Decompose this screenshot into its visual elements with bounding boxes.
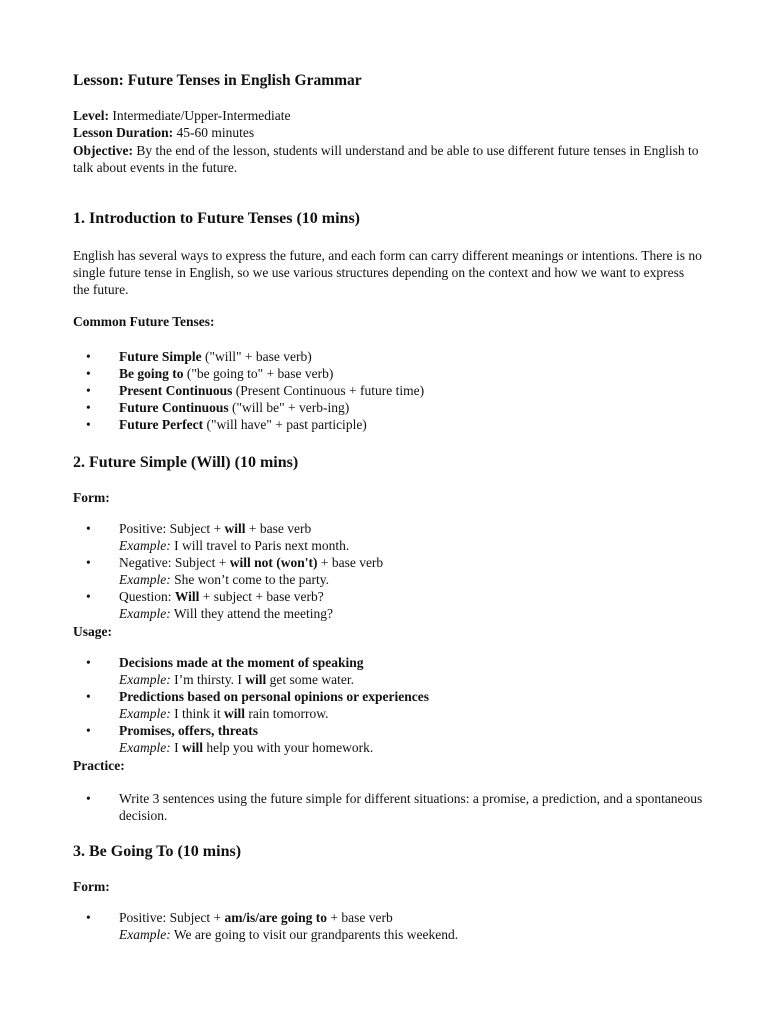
- example-label: Example:: [119, 706, 171, 721]
- bullet: •: [86, 400, 91, 415]
- bullet: •: [86, 366, 91, 381]
- section-1-heading: 1. Introduction to Future Tenses (10 mins): [73, 210, 360, 227]
- form-keyword: Will: [174, 589, 200, 604]
- example-keyword: will: [223, 706, 245, 721]
- example-line: [119, 537, 703, 554]
- tense-form: ("will be" + verb-ing): [228, 400, 350, 415]
- form-text: + base verb: [327, 910, 393, 925]
- form-text: Positive: Subject +: [119, 521, 225, 536]
- tense-form: ("be going to" + base verb): [183, 366, 334, 381]
- tense-form: ("will have" + past participle): [203, 417, 367, 432]
- bullet: •: [86, 555, 91, 570]
- usage-title: Decisions made at the moment of speaking: [119, 655, 364, 670]
- list-item: [73, 554, 703, 588]
- duration-value: 45-60 minutes: [176, 125, 255, 141]
- list-item: [73, 520, 703, 554]
- form-text: Positive: Subject +: [119, 910, 225, 925]
- bullet: •: [86, 723, 91, 738]
- example-line: [119, 571, 703, 588]
- form-list: [73, 520, 703, 622]
- example-line: [119, 671, 703, 688]
- list-item: [73, 365, 703, 382]
- common-tenses-list: [73, 348, 703, 433]
- example-line: [119, 705, 703, 722]
- example-keyword: will: [181, 740, 203, 755]
- example-label: Example:: [119, 927, 171, 942]
- lesson-meta: [73, 107, 703, 176]
- example-text: rain tomorrow.: [245, 706, 329, 721]
- example-label: Example:: [119, 538, 171, 553]
- list-item: [73, 654, 703, 688]
- example-text: Will they attend the meeting?: [170, 606, 334, 621]
- bullet: •: [86, 417, 91, 432]
- bullet: •: [86, 910, 91, 925]
- example-label: Example:: [119, 672, 171, 687]
- bullet: •: [86, 383, 91, 398]
- usage-label: Usage:: [73, 624, 112, 639]
- duration-line: [73, 124, 703, 141]
- objective-line: [73, 142, 703, 177]
- example-text: help you with your homework.: [203, 740, 374, 755]
- section-1-intro: English has several ways to express the future, and each form can carry different meanings or intentions. There is no single future tense in English, so we use various structures depending on the context and how we want to express the future.: [73, 248, 702, 297]
- example-text: I think it: [170, 706, 224, 721]
- example-text: I’m thirsty. I: [170, 672, 246, 687]
- tense-name: Present Continuous: [119, 383, 233, 398]
- tense-name: Future Perfect: [119, 417, 204, 432]
- usage-title: Promises, offers, threats: [119, 723, 258, 738]
- practice-label: Practice:: [73, 758, 125, 773]
- bullet: •: [86, 791, 91, 806]
- section-3-heading: 3. Be Going To (10 mins): [73, 843, 242, 860]
- tense-name: Future Simple: [119, 349, 202, 364]
- example-text: She won’t come to the party.: [170, 572, 329, 587]
- form-list: [73, 909, 703, 943]
- list-item: [73, 909, 703, 943]
- level-label: Level:: [73, 108, 109, 123]
- tense-name: Future Continuous: [119, 400, 229, 415]
- tense-form: ("will" + base verb): [201, 349, 312, 364]
- form-text: Negative: Subject +: [119, 555, 230, 570]
- example-line: [119, 605, 703, 622]
- example-keyword: will: [245, 672, 267, 687]
- form-keyword: will: [224, 521, 246, 536]
- form-text: + base verb: [245, 521, 312, 536]
- objective-value: By the end of the lesson, students will understand and be able to use different future tenses in English to talk about events in the future.: [73, 142, 699, 175]
- practice-list: [73, 790, 703, 824]
- usage-title: Predictions based on personal opinions or experiences: [119, 689, 430, 704]
- form-label: Form:: [73, 879, 110, 894]
- list-item: [73, 588, 703, 622]
- duration-label: Lesson Duration:: [73, 125, 174, 141]
- list-item: [73, 416, 703, 433]
- lesson-title: Lesson: Future Tenses in English Grammar: [73, 72, 362, 89]
- level-line: [73, 107, 703, 124]
- example-text: We are going to visit our grandparents this weekend.: [170, 927, 459, 942]
- form-text: Question:: [119, 589, 175, 604]
- list-item: [73, 790, 703, 824]
- list-item: [73, 688, 703, 722]
- example-text: I: [170, 740, 182, 755]
- example-text: I will travel to Paris next month.: [170, 538, 350, 553]
- list-item: [73, 348, 703, 365]
- tense-form: (Present Continuous + future time): [232, 383, 425, 398]
- common-tenses-label: Common Future Tenses:: [73, 314, 215, 329]
- form-text: + base verb: [317, 555, 384, 570]
- list-item: [73, 399, 703, 416]
- form-text: + subject + base verb?: [199, 589, 324, 604]
- section-2-heading: 2. Future Simple (Will) (10 mins): [73, 454, 299, 471]
- form-keyword: will not (won't): [229, 555, 318, 570]
- example-line: [119, 739, 703, 756]
- form-keyword: am/is/are going to: [224, 910, 327, 925]
- usage-list: [73, 654, 703, 756]
- list-item: [73, 382, 703, 399]
- bullet: •: [86, 349, 91, 364]
- objective-label: Objective:: [73, 142, 133, 158]
- bullet: •: [86, 521, 91, 536]
- practice-text: Write 3 sentences using the future simple for different situations: a promise, a prediction, and a spontaneous decision.: [119, 791, 703, 823]
- tense-name: Be going to: [119, 366, 184, 381]
- example-line: [119, 926, 703, 943]
- example-label: Example:: [119, 606, 171, 621]
- bullet: •: [86, 655, 91, 670]
- level-value: Intermediate/Upper-Intermediate: [112, 108, 291, 123]
- example-label: Example:: [119, 740, 171, 755]
- example-label: Example:: [119, 572, 171, 587]
- bullet: •: [86, 589, 91, 604]
- list-item: [73, 722, 703, 756]
- form-label: Form:: [73, 490, 110, 505]
- example-text: get some water.: [266, 672, 354, 687]
- bullet: •: [86, 689, 91, 704]
